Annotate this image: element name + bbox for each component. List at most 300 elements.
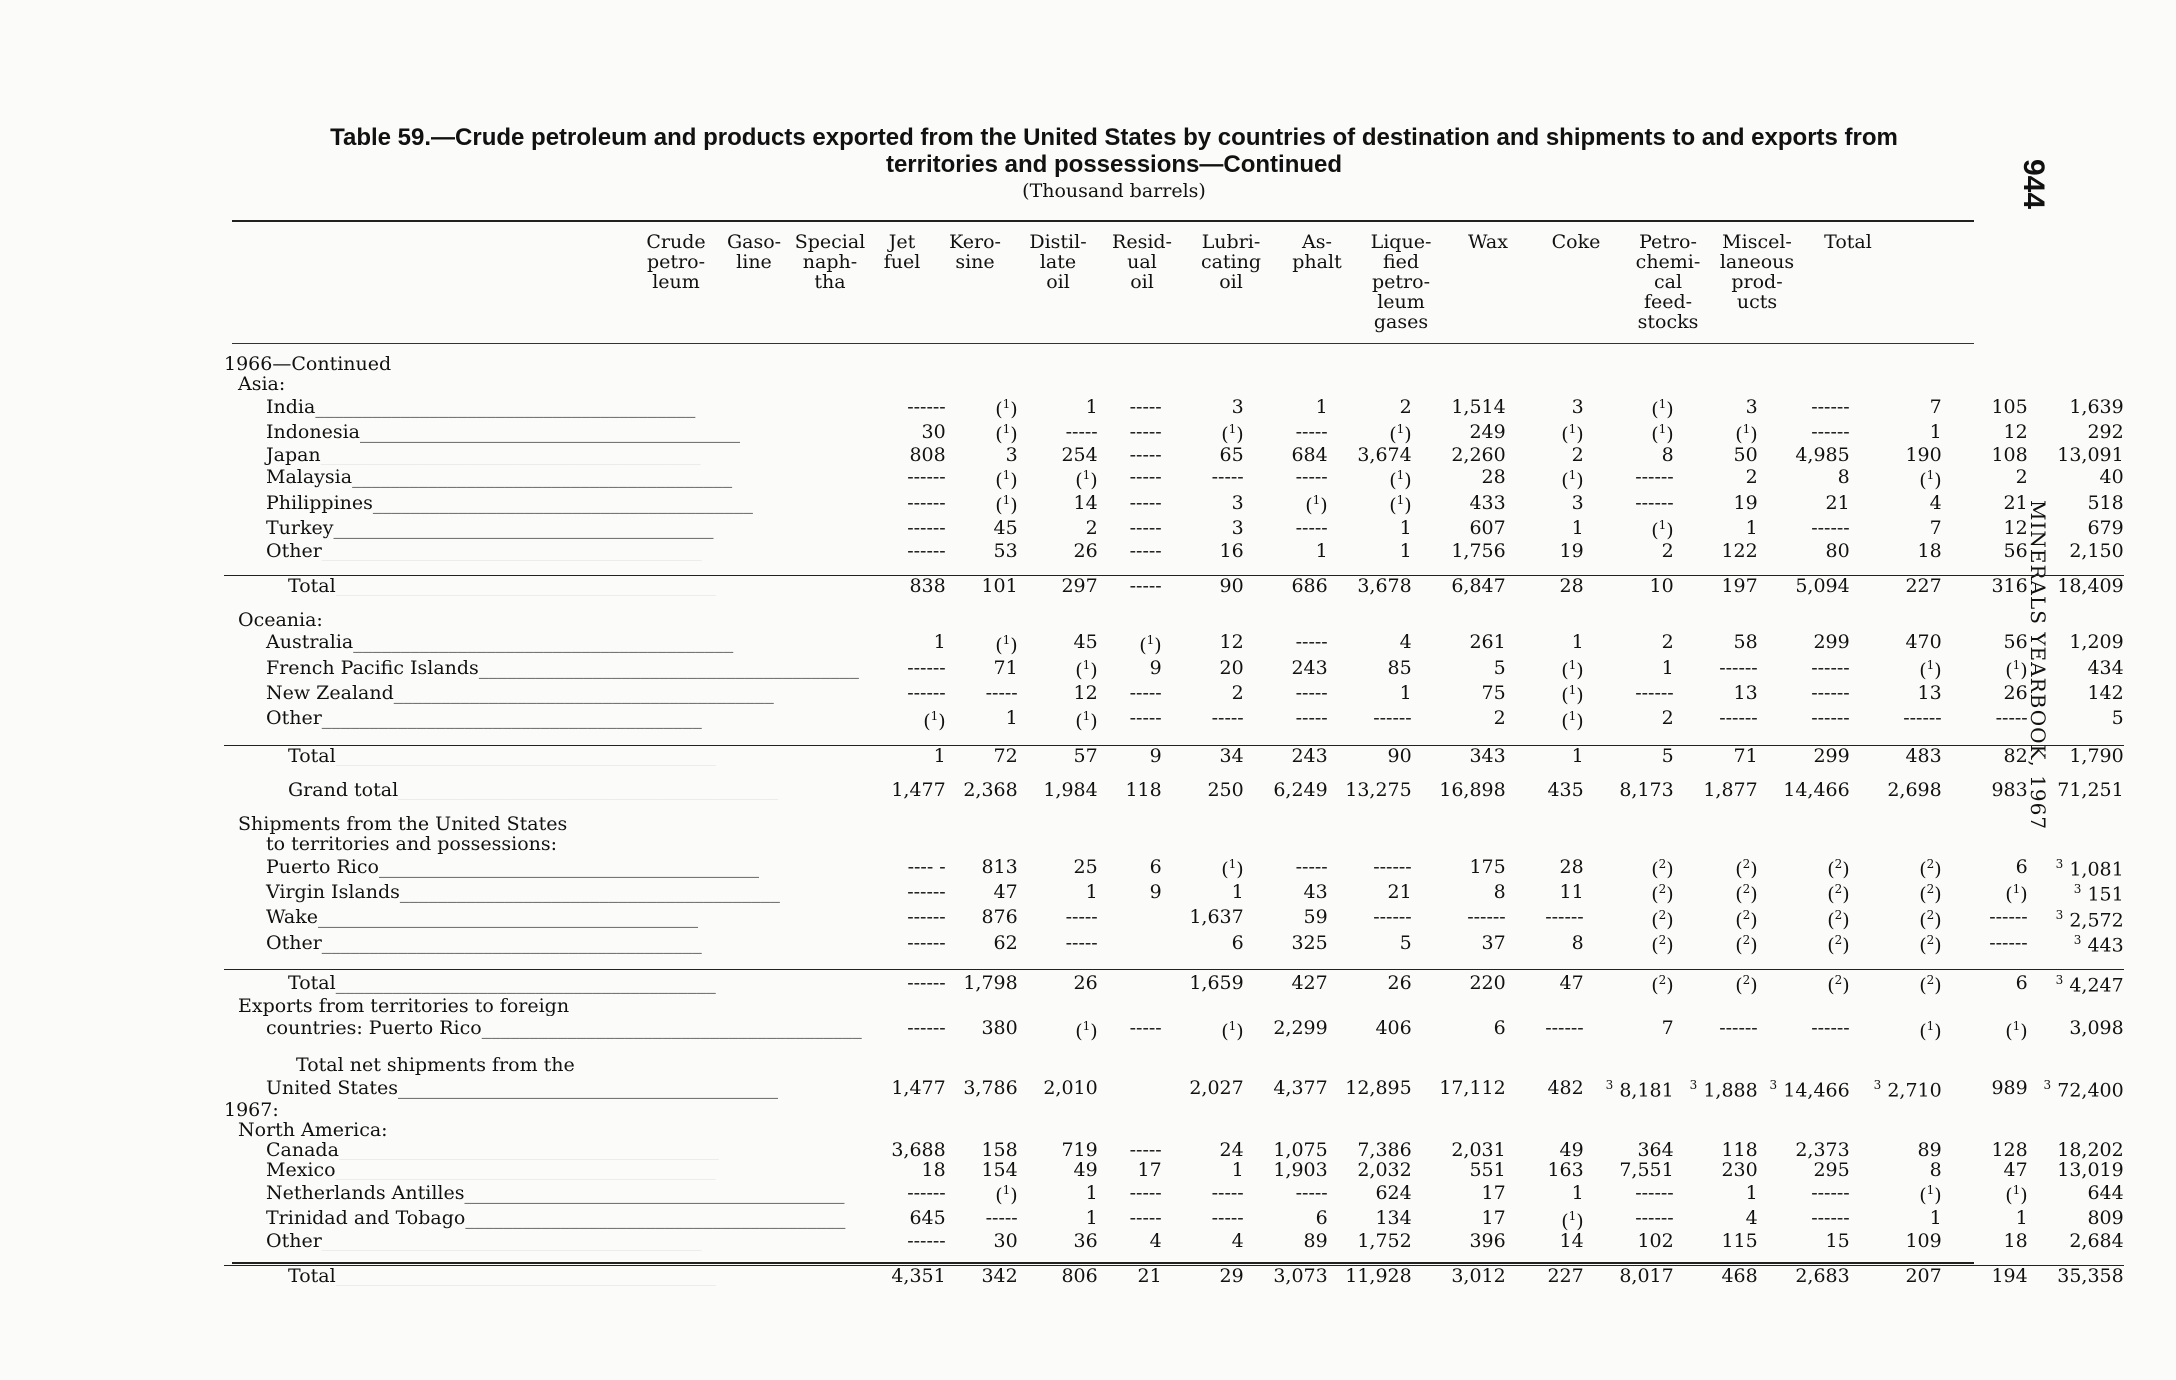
table-cell: 13,091 xyxy=(2057,443,2124,466)
table-cell: 21 xyxy=(1098,1265,1162,1286)
table-row xyxy=(224,465,2124,490)
table-cell: 7 xyxy=(1661,1017,1674,1040)
table-cell: 3 xyxy=(1571,491,1584,514)
table-cell: ($^1$) xyxy=(1919,657,1942,682)
table-cell: ----- xyxy=(1295,516,1328,539)
table-cell: 261 xyxy=(1469,631,1506,654)
table-cell: 7 xyxy=(1929,395,1942,418)
table-cell: 4,985 xyxy=(1795,443,1850,466)
table-cell: 35,358 xyxy=(2028,1265,2124,1286)
table-cell: 2,027 xyxy=(1189,1076,1244,1099)
table-cell: ----- xyxy=(1129,516,1162,539)
section-heading-row xyxy=(224,996,2124,1016)
row-label: Malaysia________________________________________ xyxy=(266,466,733,489)
table-cell: 12 xyxy=(1219,631,1244,654)
table-cell: ($^2$) xyxy=(1919,907,1942,931)
table-cell: 34 xyxy=(1162,745,1244,766)
table-cell: 45 xyxy=(993,516,1018,539)
table-cell: ($^2$) xyxy=(1919,932,1942,957)
table-cell: 163 xyxy=(1547,1159,1584,1182)
table-cell: 325 xyxy=(1291,931,1328,954)
table-cell: 4,377 xyxy=(1273,1076,1328,1099)
table-cell: 1 xyxy=(1571,516,1584,539)
table-cell: 342 xyxy=(946,1265,1018,1286)
table-cell: ------ xyxy=(1635,1181,1674,1204)
column-header: Crude petro- leum xyxy=(646,231,706,293)
table-cell: 2 xyxy=(2015,466,2028,489)
table-row xyxy=(224,1075,2124,1100)
table-cell: 876 xyxy=(981,906,1018,929)
table-row xyxy=(224,1231,2124,1251)
table-cell: 1 xyxy=(1315,395,1328,418)
table-cell: ----- xyxy=(1295,707,1328,730)
table-cell xyxy=(1098,930,1162,955)
table-cell: 36 xyxy=(1073,1229,1098,1252)
table-cell: ($^1$) xyxy=(1075,1018,1098,1042)
table-cell: 13,275 xyxy=(1345,778,1412,801)
table-cell: 142 xyxy=(2087,681,2124,704)
table-row xyxy=(224,1016,2124,1041)
table-cell: 989 xyxy=(1991,1076,2028,1099)
table-cell: 29 xyxy=(1162,1265,1244,1286)
table-cell: 3,688 xyxy=(891,1139,946,1162)
row-label: Virgin Islands________________________________________ xyxy=(266,880,780,903)
table-cell: 37 xyxy=(1481,931,1506,954)
table-cell: 24 xyxy=(1219,1139,1244,1162)
table-cell: ($^2$) xyxy=(1850,970,1942,996)
table-cell: ------ xyxy=(1545,906,1584,929)
table-cell: ----- xyxy=(1129,539,1162,562)
table-cell: 8 xyxy=(1571,931,1584,954)
row-label: French Pacific Islands________________________________________ xyxy=(266,656,859,679)
spacer-row xyxy=(224,800,2124,814)
table-cell: 3 xyxy=(1231,491,1244,514)
table-cell: 14 xyxy=(1559,1229,1584,1252)
table-cell: 10 xyxy=(1584,575,1674,596)
column-header: Petro- chemi- cal feed- stocks xyxy=(1635,231,1701,333)
table-cell: ($^2$) xyxy=(1651,882,1674,906)
table-cell: 2 xyxy=(1493,707,1506,730)
table-cell: ------ xyxy=(1811,395,1850,418)
table-cell: 1,752 xyxy=(1357,1229,1412,1252)
table-cell: 197 xyxy=(1674,575,1758,596)
table-cell: 1,798 xyxy=(946,970,1018,996)
table-cell: $^3$ 1,081 xyxy=(2055,856,2124,881)
table-cell: ----- xyxy=(1129,1207,1162,1230)
table-cell: 396 xyxy=(1469,1229,1506,1252)
table-cell: 90 xyxy=(1328,745,1412,766)
table-cell xyxy=(1098,905,1162,930)
column-header: Total xyxy=(1824,231,1872,253)
table-cell: 53 xyxy=(993,539,1018,562)
table-cell: 4 xyxy=(1929,491,1942,514)
column-header: Kero- sine xyxy=(949,231,1001,273)
table-cell: 343 xyxy=(1412,745,1506,766)
table-cell: ------ xyxy=(907,656,946,679)
table-cell: 194 xyxy=(1942,1265,2028,1286)
table-row xyxy=(224,1140,2124,1160)
table-cell: 297 xyxy=(1018,575,1098,596)
table-cell: 175 xyxy=(1469,855,1506,878)
table-row xyxy=(224,780,2124,800)
row-label: Total________________________________________ xyxy=(224,745,862,766)
table-cell: 30 xyxy=(921,420,946,443)
title-line-1: Table 59.—Crude petroleum and products exported from the United States by countries of destination and shipments to and exports from xyxy=(330,124,1898,151)
table-cell: 21 xyxy=(1825,491,1850,514)
section-heading-row xyxy=(224,1055,2124,1075)
table-cell: ($^2$) xyxy=(1827,932,1850,957)
table-cell: 607 xyxy=(1469,516,1506,539)
table-row xyxy=(224,655,2124,680)
table-cell: 6 xyxy=(1149,855,1162,878)
table-cell: 109 xyxy=(1905,1229,1942,1252)
table-cell: ($^1$) xyxy=(1221,856,1244,881)
table-cell: 8 xyxy=(1837,466,1850,489)
table-cell: 26 xyxy=(2003,681,2028,704)
table-cell: 118 xyxy=(1125,778,1162,801)
table-cell: 2 xyxy=(1085,516,1098,539)
column-header: Gaso- line xyxy=(726,231,782,273)
table-cell: 679 xyxy=(2087,516,2124,539)
spacer-row xyxy=(224,596,2124,610)
table-cell: 5 xyxy=(1493,656,1506,679)
section-heading-row xyxy=(224,610,2124,630)
table-cell: ----- xyxy=(1295,855,1328,878)
table-cell: 1 xyxy=(1005,707,1018,730)
table-cell: ----- xyxy=(1129,420,1162,443)
table-cell: $^3$ 14,466 xyxy=(1769,1077,1850,1102)
table-cell: 227 xyxy=(1850,575,1942,596)
table-cell: 1 xyxy=(1571,1181,1584,1204)
table-cell: 62 xyxy=(993,931,1018,954)
table-cell: 1,209 xyxy=(2069,631,2124,654)
table-cell: 19 xyxy=(1733,491,1758,514)
row-label: Total________________________________________ xyxy=(224,1265,862,1286)
table-cell: ($^1$) xyxy=(1075,467,1098,491)
table-cell: 813 xyxy=(981,855,1018,878)
table-cell: 434 xyxy=(2087,656,2124,679)
table-cell: ($^1$) xyxy=(1389,422,1412,446)
table-cell: 482 xyxy=(1547,1076,1584,1099)
table-cell: ($^1$) xyxy=(1919,1018,1942,1042)
table-cell: 2 xyxy=(1661,631,1674,654)
table-cell: 2,684 xyxy=(2069,1229,2124,1252)
table-cell: 71,251 xyxy=(2057,778,2124,801)
table-cell: 2 xyxy=(1399,395,1412,418)
column-header: Resid- ual oil xyxy=(1112,231,1172,293)
table-cell: 644 xyxy=(2087,1181,2124,1204)
table-cell: 134 xyxy=(1375,1207,1412,1230)
table-cell: 1 xyxy=(1231,1159,1244,1182)
table-cell: ----- xyxy=(1211,707,1244,730)
table-cell: 57 xyxy=(1018,745,1098,766)
table-cell: 8 xyxy=(1929,1159,1942,1182)
table-cell: 2,698 xyxy=(1887,778,1942,801)
total-row xyxy=(224,1265,2124,1286)
table-cell: 719 xyxy=(1061,1139,1098,1162)
table-cell: 18 xyxy=(921,1159,946,1182)
table-cell: ($^1$) xyxy=(1221,422,1244,446)
table-cell: 1 xyxy=(1399,539,1412,562)
table-cell: 645 xyxy=(909,1207,946,1230)
table-cell: $^3$ 8,181 xyxy=(1605,1077,1674,1102)
data-table xyxy=(224,354,2124,1286)
table-cell: ($^2$) xyxy=(1735,856,1758,881)
column-header: Distil- late oil xyxy=(1029,231,1087,293)
row-label: Philippines________________________________________ xyxy=(266,491,753,514)
table-cell: 8,017 xyxy=(1584,1265,1674,1286)
table-row xyxy=(224,515,2124,540)
table-cell: ($^1$) xyxy=(995,492,1018,517)
table-cell: 2 xyxy=(1661,707,1674,730)
table-cell: ----- xyxy=(1129,466,1162,489)
table-cell: 1 xyxy=(1399,681,1412,704)
table-cell: ----- xyxy=(1098,575,1162,596)
table-cell: 80 xyxy=(1825,539,1850,562)
row-label: Wake________________________________________ xyxy=(266,906,698,929)
table-cell: 9 xyxy=(1098,745,1162,766)
table-cell: 12 xyxy=(1073,681,1098,704)
table-cell: 5,094 xyxy=(1758,575,1850,596)
table-cell: 18 xyxy=(2003,1229,2028,1252)
column-header: Jet fuel xyxy=(883,231,921,273)
table-cell: ($^1$) xyxy=(995,467,1018,491)
row-label: Indonesia________________________________________ xyxy=(266,420,740,443)
table-cell: ----- xyxy=(1295,681,1328,704)
table-cell: 18 xyxy=(1917,539,1942,562)
table-cell: 3,674 xyxy=(1357,443,1412,466)
table-cell: 43 xyxy=(1303,880,1328,903)
table-cell: ($^2$) xyxy=(1919,856,1942,881)
table-cell: 1 xyxy=(1085,1207,1098,1230)
table-cell: 1,075 xyxy=(1273,1139,1328,1162)
table-cell: 17,112 xyxy=(1439,1076,1506,1099)
table-cell: $^3$ 72,400 xyxy=(2043,1077,2124,1102)
table-cell: 3,073 xyxy=(1244,1265,1328,1286)
table-cell: 3,012 xyxy=(1412,1265,1506,1286)
table-row xyxy=(224,394,2124,419)
table-cell: 230 xyxy=(1721,1159,1758,1182)
row-label: New Zealand________________________________________ xyxy=(266,681,774,704)
table-cell: ------ xyxy=(1635,681,1674,704)
table-cell: 243 xyxy=(1291,656,1328,679)
row-label: Total net shipments from the xyxy=(296,1054,575,1075)
table-cell: 28 xyxy=(1506,575,1584,596)
row-label: Puerto Rico________________________________________ xyxy=(266,855,759,878)
table-cell: 2 xyxy=(1231,681,1244,704)
row-label: Asia: xyxy=(238,374,286,394)
table-cell: 1 xyxy=(1929,420,1942,443)
table-cell: 6 xyxy=(2015,855,2028,878)
table-cell: ----- xyxy=(1129,707,1162,730)
table-cell: ($^1$) xyxy=(995,397,1018,421)
table-cell: 808 xyxy=(909,443,946,466)
table-cell: ($^1$) xyxy=(1919,1183,1942,1207)
table-cell: 20 xyxy=(1219,656,1244,679)
table-cell: 468 xyxy=(1674,1265,1758,1286)
table-cell: 1 xyxy=(1085,1181,1098,1204)
table-cell: 28 xyxy=(1481,466,1506,489)
table-cell: 21 xyxy=(2003,491,2028,514)
row-label: countries: Puerto Rico________________________________________ xyxy=(266,1017,862,1040)
row-label: North America: xyxy=(238,1120,388,1141)
table-cell: 17 xyxy=(1481,1181,1506,1204)
table-cell: ($^1$) xyxy=(1075,708,1098,732)
table-cell: 299 xyxy=(1758,745,1850,766)
table-top-rule xyxy=(232,220,1974,222)
table-cell: 122 xyxy=(1721,539,1758,562)
table-cell: $^3$ 151 xyxy=(2073,882,2124,906)
table-cell: 470 xyxy=(1905,631,1942,654)
row-label: United States________________________________________ xyxy=(266,1076,779,1099)
table-cell: ($^1$) xyxy=(2005,1183,2028,1207)
table-cell: 12 xyxy=(2003,420,2028,443)
table-cell: ------ xyxy=(907,1229,946,1252)
table-cell: 13 xyxy=(1733,681,1758,704)
table-row xyxy=(224,706,2124,731)
total-row xyxy=(224,970,2124,996)
table-cell: 2,031 xyxy=(1451,1139,1506,1162)
row-label: Total________________________________________ xyxy=(224,575,862,596)
table-cell: ------ xyxy=(907,466,946,489)
table-cell: ----- xyxy=(1129,1181,1162,1204)
table-cell: 190 xyxy=(1905,443,1942,466)
table-cell: 18,409 xyxy=(2028,575,2124,596)
table-cell: 4 xyxy=(1149,1229,1162,1252)
column-header: Miscel- laneous prod- ucts xyxy=(1719,231,1795,313)
table-cell: ------ xyxy=(1719,656,1758,679)
table-cell: ($^1$) xyxy=(995,422,1018,446)
table-cell: 82 xyxy=(1942,745,2028,766)
table-cell: ($^2$) xyxy=(1735,907,1758,931)
running-head: MINERALS YEARBOOK, 1967 xyxy=(2026,500,2050,831)
table-cell: 838 xyxy=(862,575,946,596)
table-row xyxy=(224,445,2124,465)
table-cell: ------ xyxy=(907,1181,946,1204)
table-cell: 5 xyxy=(1584,745,1674,766)
section-heading-row xyxy=(224,814,2124,834)
table-cell: 3 xyxy=(1231,395,1244,418)
table-cell: 316 xyxy=(1942,575,2028,596)
table-cell: 220 xyxy=(1412,970,1506,996)
table-cell: ----- xyxy=(1211,1181,1244,1204)
spacer-row xyxy=(224,1041,2124,1055)
table-cell: ------ xyxy=(907,491,946,514)
table-cell: ------ xyxy=(1373,855,1412,878)
table-cell: 1,639 xyxy=(2069,395,2124,418)
row-label: 1966—Continued xyxy=(224,354,392,374)
row-label: Other________________________________________ xyxy=(266,931,702,954)
table-cell: ($^1$) xyxy=(1561,683,1584,707)
table-cell: 3,678 xyxy=(1328,575,1412,596)
table-cell: 684 xyxy=(1291,443,1328,466)
section-heading-row xyxy=(224,354,2124,374)
table-cell: ------ xyxy=(907,906,946,929)
table-cell: 3,098 xyxy=(2069,1017,2124,1040)
table-cell: ------ xyxy=(1373,906,1412,929)
row-label: Turkey________________________________________ xyxy=(266,516,714,539)
table-cell: 4,351 xyxy=(862,1265,946,1286)
table-cell: ----- xyxy=(1295,1181,1328,1204)
table-cell: 5 xyxy=(1399,931,1412,954)
table-cell: 56 xyxy=(2003,539,2028,562)
table-cell: ($^1$) xyxy=(1075,657,1098,682)
table-cell: ------ xyxy=(1811,1207,1850,1230)
table-cell: 6,249 xyxy=(1273,778,1328,801)
table-cell: 26 xyxy=(1328,970,1412,996)
table-cell: ------ xyxy=(907,539,946,562)
table-cell: 14,466 xyxy=(1783,778,1850,801)
row-label: Japan________________________________________ xyxy=(266,444,701,465)
table-cell: 105 xyxy=(1991,395,2028,418)
table-cell: 433 xyxy=(1469,491,1506,514)
table-cell: ------ xyxy=(1811,1181,1850,1204)
table-cell: ------ xyxy=(1635,1207,1674,1230)
row-label: Shipments from the United States xyxy=(238,813,568,834)
table-cell: 686 xyxy=(1244,575,1328,596)
table-bottom-rule xyxy=(232,1262,1974,1264)
row-label: Canada________________________________________ xyxy=(266,1140,719,1161)
table-cell: ($^1$) xyxy=(2005,1018,2028,1042)
table-cell: 2 xyxy=(1661,539,1674,562)
table-cell: ------ xyxy=(1811,1017,1850,1040)
row-label: India________________________________________ xyxy=(266,395,696,418)
page-number: 944 xyxy=(2017,158,2050,210)
table-cell: 2,683 xyxy=(1758,1265,1850,1286)
table-cell: 8 xyxy=(1661,443,1674,466)
table-cell: ($^2$) xyxy=(1827,907,1850,931)
table-row xyxy=(224,630,2124,655)
table-cell: 16,898 xyxy=(1439,778,1506,801)
table-cell: 1,877 xyxy=(1703,778,1758,801)
table-cell: 30 xyxy=(993,1229,1018,1252)
table-row xyxy=(224,1180,2124,1205)
table-row xyxy=(224,1160,2124,1180)
spacer-row xyxy=(224,955,2124,970)
table-cell: 1 xyxy=(933,631,946,654)
table-cell: 89 xyxy=(1917,1139,1942,1162)
table-cell: 1 xyxy=(1661,656,1674,679)
table-cell: 18,202 xyxy=(2057,1139,2124,1162)
total-row xyxy=(224,575,2124,596)
table-cell: ------ xyxy=(1719,707,1758,730)
table-cell: ($^2$) xyxy=(1651,932,1674,957)
column-header: Special naph- tha xyxy=(794,231,866,293)
table-cell: ------ xyxy=(1545,1017,1584,1040)
table-row xyxy=(224,541,2124,561)
table-row xyxy=(224,854,2124,879)
table-cell: 47 xyxy=(993,880,1018,903)
table-cell: 4 xyxy=(1745,1207,1758,1230)
table-cell xyxy=(1098,970,1162,996)
section-heading-row xyxy=(224,374,2124,394)
table-row xyxy=(224,1206,2124,1231)
row-label: Exports from territories to foreign xyxy=(238,995,570,1016)
table-cell: 806 xyxy=(1018,1265,1098,1286)
table-cell: ------ xyxy=(1903,707,1942,730)
table-cell: 1 xyxy=(1399,516,1412,539)
spacer-row xyxy=(224,561,2124,576)
table-row xyxy=(224,905,2124,930)
table-cell: 551 xyxy=(1469,1159,1506,1182)
table-cell: 6 xyxy=(1315,1207,1328,1230)
table-cell: ($^1$) xyxy=(1651,397,1674,421)
table-cell: ($^1$) xyxy=(1651,422,1674,446)
table-cell: 26 xyxy=(1018,970,1098,996)
table-cell: 9 xyxy=(1149,656,1162,679)
table-cell: ($^2$) xyxy=(1651,907,1674,931)
table-cell: ----- xyxy=(1065,906,1098,929)
